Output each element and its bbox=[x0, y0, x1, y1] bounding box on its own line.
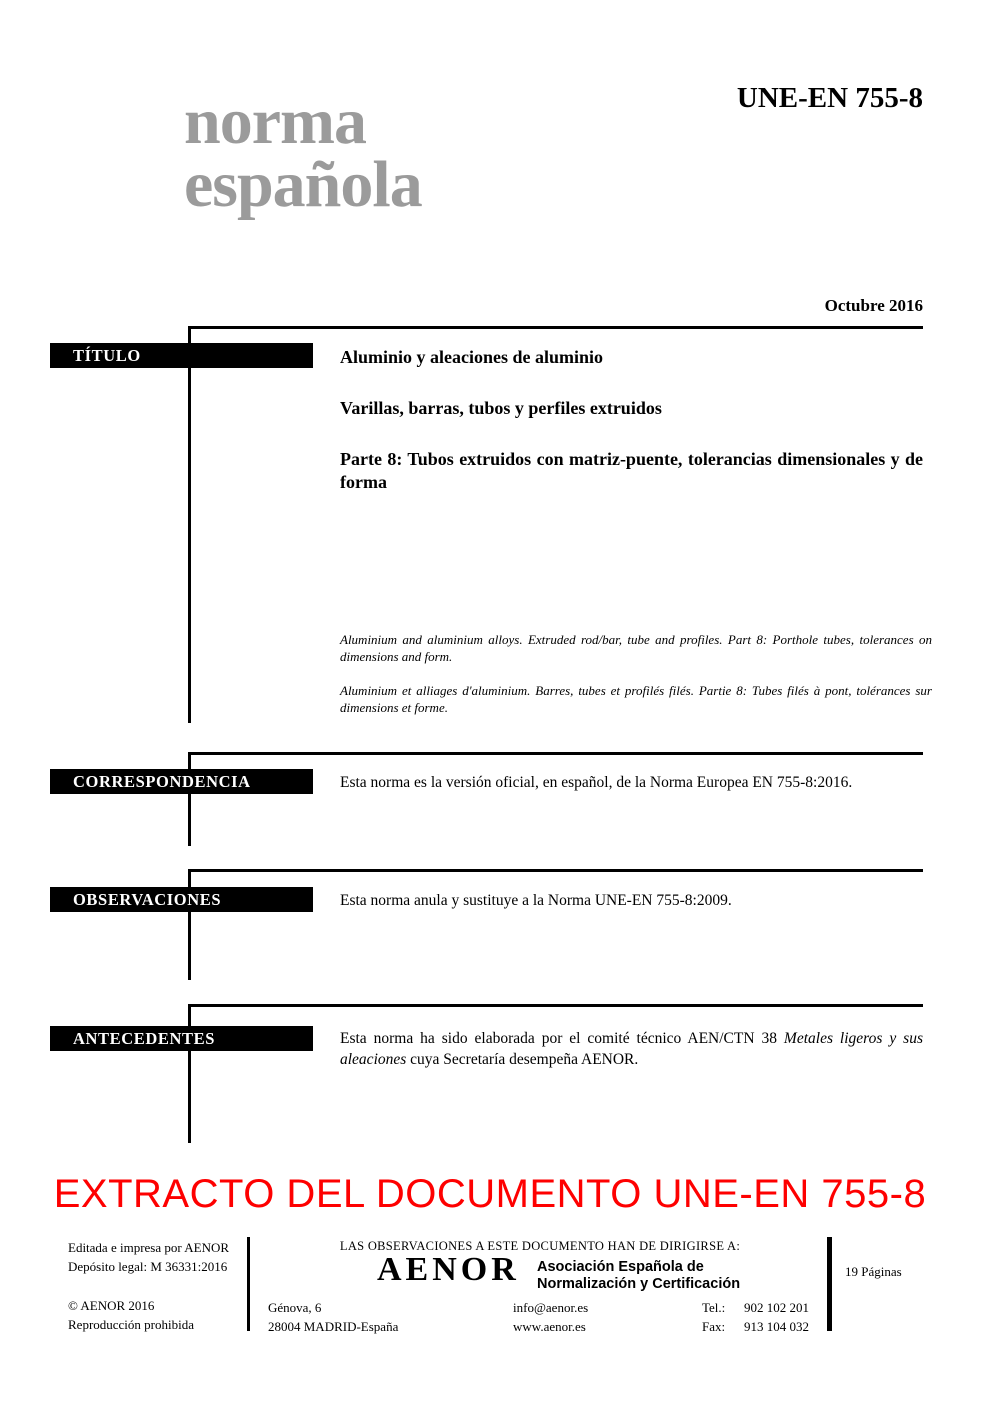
titulo-top-rule bbox=[188, 326, 923, 329]
footer-website-link[interactable]: www.aenor.es bbox=[513, 1318, 586, 1334]
footer-contact-block bbox=[513, 1299, 588, 1336]
antecedentes-text-committee: Metales ligeros y sus aleaciones bbox=[340, 1030, 923, 1068]
extract-banner: EXTRACTO DEL DOCUMENTO UNE-EN 755-8 bbox=[53, 1172, 927, 1216]
footer-copyright: © AENOR 2016 bbox=[68, 1298, 155, 1313]
issue-date: Octubre 2016 bbox=[824, 296, 923, 315]
observaciones-top-rule bbox=[188, 869, 923, 872]
antecedentes-top-rule bbox=[188, 1004, 923, 1007]
page-count: 19 Páginas bbox=[845, 1264, 902, 1279]
fax-label: Fax: bbox=[702, 1318, 726, 1334]
org-name-line-2: Normalización y Certificación bbox=[537, 1276, 741, 1292]
observaciones-text: Esta norma anula y sustituye a la Norma UNE-EN 755-8:2009. bbox=[340, 892, 732, 909]
org-name-line-1: Asociación Española de bbox=[537, 1259, 704, 1275]
footer-tel-row bbox=[702, 1299, 809, 1318]
title-line-2: Varillas, barras, tubos y perfiles extruidos bbox=[340, 398, 662, 418]
antecedentes-vertical-rule bbox=[188, 1004, 191, 1143]
norma-espanola-logo bbox=[184, 85, 422, 221]
titulo-vertical-rule bbox=[188, 326, 191, 723]
title-french-translation: Aluminium et alliages d'aluminium. Barres, tubes et profilés filés. Partie 8: Tubes filés à pont, tolérances sur dimensions et forme. bbox=[340, 683, 932, 715]
footer-address-street: Génova, 6 bbox=[268, 1300, 322, 1315]
antecedentes-text-suffix: cuya Secretaría desempeña AENOR. bbox=[406, 1051, 639, 1068]
footer-copyright-block bbox=[68, 1297, 194, 1334]
titulo-label: TÍTULO bbox=[50, 343, 313, 368]
aenor-logo: AENOR bbox=[377, 1251, 520, 1288]
tel-value: 902 102 201 bbox=[744, 1300, 809, 1315]
brand-line-espanola: española bbox=[184, 148, 422, 221]
footer-divider-left bbox=[247, 1237, 250, 1331]
fax-value: 913 104 032 bbox=[744, 1318, 809, 1334]
tel-label: Tel.: bbox=[702, 1300, 726, 1315]
title-line-1: Aluminio y aleaciones de aluminio bbox=[340, 347, 604, 367]
footer-publisher-block bbox=[68, 1239, 229, 1276]
footer-fax-row bbox=[702, 1318, 809, 1337]
correspondencia-top-rule bbox=[188, 752, 923, 755]
observaciones-label: OBSERVACIONES bbox=[50, 887, 313, 912]
footer-reproduction: Reproducción prohibida bbox=[68, 1316, 194, 1332]
observaciones-vertical-rule bbox=[188, 869, 191, 980]
brand-line-norma: norma bbox=[184, 85, 366, 158]
footer-telfax-block bbox=[702, 1299, 809, 1336]
footer-address-city: 28004 MADRID-España bbox=[268, 1318, 399, 1334]
footer-published-by: Editada e impresa por AENOR bbox=[68, 1240, 230, 1255]
footer-email-link[interactable]: info@aenor.es bbox=[513, 1300, 589, 1315]
footer-legal-deposit: Depósito legal: M 36331:2016 bbox=[68, 1258, 228, 1274]
footer-address-block bbox=[268, 1299, 398, 1336]
title-line-3: Parte 8: Tubos extruidos con matriz-puente, tolerancias dimensionales y de forma bbox=[340, 449, 923, 492]
document-code: UNE-EN 755-8 bbox=[736, 82, 923, 114]
footer-divider-right bbox=[827, 1237, 832, 1331]
footer-observations-notice: LAS OBSERVACIONES A ESTE DOCUMENTO HAN DE DIRIGIRSE A: bbox=[339, 1239, 741, 1253]
antecedentes-text bbox=[340, 1028, 923, 1070]
correspondencia-text: Esta norma es la versión oficial, en español, de la Norma Europea EN 755-8:2016. bbox=[340, 774, 853, 791]
correspondencia-vertical-rule bbox=[188, 752, 191, 846]
aenor-org-name bbox=[537, 1259, 740, 1293]
title-english-translation: Aluminium and aluminium alloys. Extruded rod/bar, tube and profiles. Part 8: Porthole tubes, tolerances on dimensions and form. bbox=[340, 632, 932, 664]
antecedentes-label: ANTECEDENTES bbox=[50, 1026, 313, 1051]
correspondencia-label: CORRESPONDENCIA bbox=[50, 769, 313, 794]
antecedentes-text-prefix: Esta norma ha sido elaborada por el comité técnico AEN/CTN 38 bbox=[340, 1030, 784, 1047]
